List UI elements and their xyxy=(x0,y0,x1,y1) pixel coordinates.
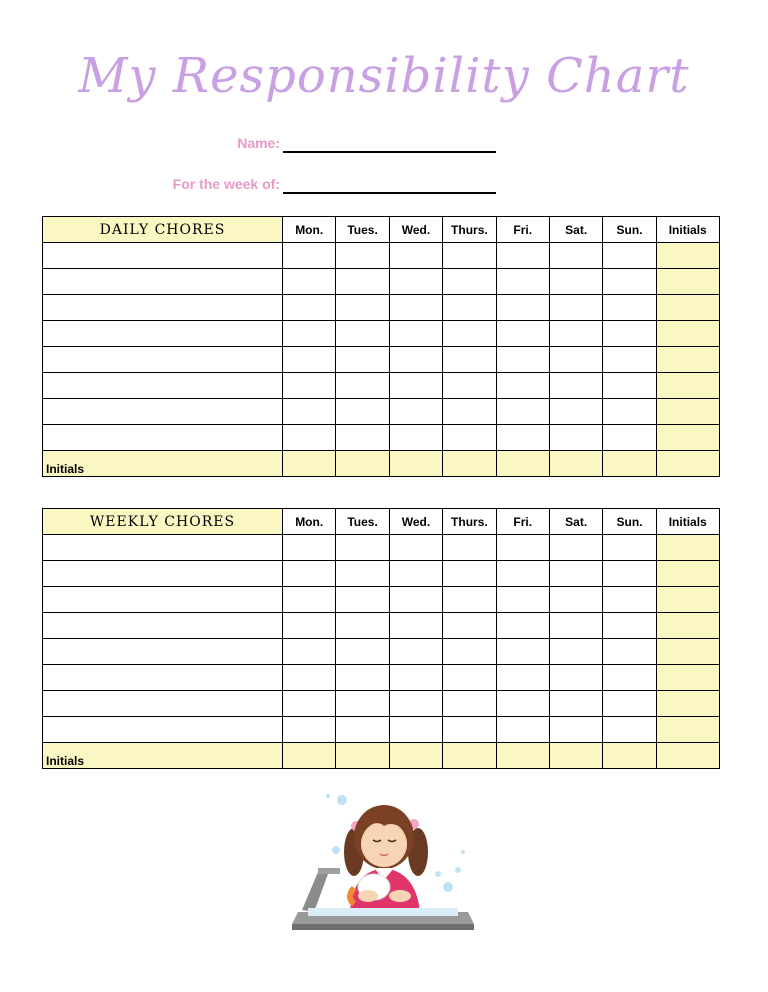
day-checkbox-cell[interactable] xyxy=(283,535,336,561)
day-checkbox-cell[interactable] xyxy=(549,269,602,295)
weekly-chores-heading: WEEKLY CHORES xyxy=(43,509,283,535)
day-checkbox-cell[interactable] xyxy=(389,425,442,451)
chore-name-cell[interactable] xyxy=(43,399,283,425)
day-checkbox-cell[interactable] xyxy=(283,717,336,743)
day-checkbox-cell[interactable] xyxy=(443,691,496,717)
day-checkbox-cell[interactable] xyxy=(443,295,496,321)
day-checkbox-cell[interactable] xyxy=(603,373,656,399)
day-checkbox-cell[interactable] xyxy=(549,425,602,451)
initials-cell[interactable] xyxy=(656,451,719,477)
day-checkbox-cell[interactable] xyxy=(549,665,602,691)
day-checkbox-cell[interactable] xyxy=(336,399,389,425)
chore-name-cell[interactable] xyxy=(43,425,283,451)
day-checkbox-cell[interactable] xyxy=(389,717,442,743)
day-checkbox-cell[interactable] xyxy=(496,399,549,425)
day-checkbox-cell[interactable] xyxy=(496,561,549,587)
day-checkbox-cell[interactable] xyxy=(603,425,656,451)
chore-name-cell[interactable] xyxy=(43,535,283,561)
day-checkbox-cell[interactable] xyxy=(443,321,496,347)
day-checkbox-cell[interactable] xyxy=(389,561,442,587)
day-header-thurs: Thurs. xyxy=(443,217,496,243)
initials-cell[interactable] xyxy=(336,451,389,477)
initials-cell[interactable] xyxy=(549,451,602,477)
day-header-tues: Tues. xyxy=(336,217,389,243)
daily-chore-row xyxy=(43,243,720,269)
day-checkbox-cell[interactable] xyxy=(603,587,656,613)
day-checkbox-cell[interactable] xyxy=(443,347,496,373)
initials-cell[interactable] xyxy=(656,665,719,691)
weekly-chore-row xyxy=(43,587,720,613)
day-checkbox-cell[interactable] xyxy=(389,639,442,665)
day-checkbox-cell[interactable] xyxy=(496,321,549,347)
day-checkbox-cell[interactable] xyxy=(443,717,496,743)
day-checkbox-cell[interactable] xyxy=(389,535,442,561)
day-header-sun: Sun. xyxy=(603,509,656,535)
initials-cell[interactable] xyxy=(656,639,719,665)
day-header-fri: Fri. xyxy=(496,217,549,243)
initials-cell[interactable] xyxy=(656,691,719,717)
initials-cell[interactable] xyxy=(656,587,719,613)
day-checkbox-cell[interactable] xyxy=(443,665,496,691)
chore-name-cell[interactable] xyxy=(43,243,283,269)
day-checkbox-cell[interactable] xyxy=(549,295,602,321)
day-checkbox-cell[interactable] xyxy=(336,321,389,347)
day-checkbox-cell[interactable] xyxy=(603,243,656,269)
day-header-sat: Sat. xyxy=(549,509,602,535)
weekly-initials-row xyxy=(43,743,720,769)
day-checkbox-cell[interactable] xyxy=(389,613,442,639)
day-checkbox-cell[interactable] xyxy=(283,295,336,321)
daily-chore-row xyxy=(43,321,720,347)
chore-name-cell[interactable] xyxy=(43,717,283,743)
day-header-wed: Wed. xyxy=(389,217,442,243)
day-checkbox-cell[interactable] xyxy=(549,717,602,743)
day-checkbox-cell[interactable] xyxy=(336,535,389,561)
day-header-wed: Wed. xyxy=(389,509,442,535)
initials-cell[interactable] xyxy=(336,743,389,769)
initials-cell[interactable] xyxy=(496,743,549,769)
day-checkbox-cell[interactable] xyxy=(496,587,549,613)
day-checkbox-cell[interactable] xyxy=(496,295,549,321)
day-checkbox-cell[interactable] xyxy=(283,613,336,639)
day-checkbox-cell[interactable] xyxy=(443,373,496,399)
chore-name-cell[interactable] xyxy=(43,691,283,717)
day-header-sun: Sun. xyxy=(603,217,656,243)
daily-header-row xyxy=(43,217,720,243)
day-checkbox-cell[interactable] xyxy=(283,587,336,613)
day-checkbox-cell[interactable] xyxy=(496,665,549,691)
initials-cell[interactable] xyxy=(656,295,719,321)
day-checkbox-cell[interactable] xyxy=(549,613,602,639)
day-checkbox-cell[interactable] xyxy=(336,639,389,665)
day-header-tues: Tues. xyxy=(336,509,389,535)
weekly-chore-row xyxy=(43,561,720,587)
day-checkbox-cell[interactable] xyxy=(496,639,549,665)
day-checkbox-cell[interactable] xyxy=(443,587,496,613)
day-checkbox-cell[interactable] xyxy=(336,269,389,295)
day-checkbox-cell[interactable] xyxy=(443,399,496,425)
day-header-fri: Fri. xyxy=(496,509,549,535)
day-header-sat: Sat. xyxy=(549,217,602,243)
initials-cell[interactable] xyxy=(389,743,442,769)
day-checkbox-cell[interactable] xyxy=(336,717,389,743)
day-checkbox-cell[interactable] xyxy=(336,613,389,639)
day-checkbox-cell[interactable] xyxy=(603,613,656,639)
chore-name-cell[interactable] xyxy=(43,347,283,373)
day-checkbox-cell[interactable] xyxy=(496,269,549,295)
day-checkbox-cell[interactable] xyxy=(443,639,496,665)
day-checkbox-cell[interactable] xyxy=(603,535,656,561)
day-checkbox-cell[interactable] xyxy=(283,425,336,451)
chore-name-cell[interactable] xyxy=(43,269,283,295)
initials-row-label: Initials xyxy=(43,451,283,477)
day-header-thurs: Thurs. xyxy=(443,509,496,535)
daily-initials-row xyxy=(43,451,720,477)
day-checkbox-cell[interactable] xyxy=(389,399,442,425)
day-checkbox-cell[interactable] xyxy=(283,269,336,295)
initials-cell[interactable] xyxy=(603,743,656,769)
day-checkbox-cell[interactable] xyxy=(336,295,389,321)
day-checkbox-cell[interactable] xyxy=(283,373,336,399)
day-checkbox-cell[interactable] xyxy=(389,347,442,373)
day-checkbox-cell[interactable] xyxy=(443,243,496,269)
day-checkbox-cell[interactable] xyxy=(603,295,656,321)
initials-header: Initials xyxy=(656,509,719,535)
day-checkbox-cell[interactable] xyxy=(283,561,336,587)
day-checkbox-cell[interactable] xyxy=(389,269,442,295)
name-label: Name: xyxy=(237,135,280,151)
weekly-chores-table xyxy=(42,508,720,769)
initials-cell[interactable] xyxy=(656,743,719,769)
day-checkbox-cell[interactable] xyxy=(443,561,496,587)
day-checkbox-cell[interactable] xyxy=(336,243,389,269)
day-checkbox-cell[interactable] xyxy=(549,399,602,425)
weekly-chore-row xyxy=(43,717,720,743)
day-checkbox-cell[interactable] xyxy=(496,717,549,743)
initials-cell[interactable] xyxy=(443,451,496,477)
chore-name-cell[interactable] xyxy=(43,373,283,399)
day-checkbox-cell[interactable] xyxy=(603,269,656,295)
day-checkbox-cell[interactable] xyxy=(336,561,389,587)
day-header-mon: Mon. xyxy=(283,509,336,535)
initials-header: Initials xyxy=(656,217,719,243)
day-checkbox-cell[interactable] xyxy=(389,373,442,399)
week-field[interactable] xyxy=(283,192,496,194)
weekly-chore-row xyxy=(43,639,720,665)
week-label: For the week of: xyxy=(172,176,280,192)
day-checkbox-cell[interactable] xyxy=(389,243,442,269)
initials-cell[interactable] xyxy=(283,451,336,477)
weekly-header-row xyxy=(43,509,720,535)
day-checkbox-cell[interactable] xyxy=(389,295,442,321)
day-checkbox-cell[interactable] xyxy=(336,373,389,399)
day-checkbox-cell[interactable] xyxy=(603,561,656,587)
day-checkbox-cell[interactable] xyxy=(336,347,389,373)
day-checkbox-cell[interactable] xyxy=(603,399,656,425)
day-checkbox-cell[interactable] xyxy=(549,347,602,373)
day-checkbox-cell[interactable] xyxy=(496,691,549,717)
daily-chore-row xyxy=(43,347,720,373)
initials-cell[interactable] xyxy=(443,743,496,769)
day-checkbox-cell[interactable] xyxy=(496,613,549,639)
day-checkbox-cell[interactable] xyxy=(549,243,602,269)
daily-chore-row xyxy=(43,373,720,399)
girl-washing-dishes-illustration xyxy=(288,792,478,937)
day-checkbox-cell[interactable] xyxy=(389,665,442,691)
initials-cell[interactable] xyxy=(656,425,719,451)
initials-row-label: Initials xyxy=(43,743,283,769)
day-checkbox-cell[interactable] xyxy=(549,587,602,613)
chore-name-cell[interactable] xyxy=(43,665,283,691)
day-checkbox-cell[interactable] xyxy=(336,425,389,451)
initials-cell[interactable] xyxy=(656,243,719,269)
day-checkbox-cell[interactable] xyxy=(603,665,656,691)
day-checkbox-cell[interactable] xyxy=(549,639,602,665)
day-checkbox-cell[interactable] xyxy=(496,243,549,269)
initials-cell[interactable] xyxy=(283,743,336,769)
initials-cell[interactable] xyxy=(656,321,719,347)
chore-name-cell[interactable] xyxy=(43,613,283,639)
daily-chore-row xyxy=(43,399,720,425)
day-checkbox-cell[interactable] xyxy=(496,425,549,451)
day-checkbox-cell[interactable] xyxy=(549,561,602,587)
initials-cell[interactable] xyxy=(496,451,549,477)
initials-cell[interactable] xyxy=(656,347,719,373)
day-header-mon: Mon. xyxy=(283,217,336,243)
day-checkbox-cell[interactable] xyxy=(443,613,496,639)
day-checkbox-cell[interactable] xyxy=(496,373,549,399)
initials-cell[interactable] xyxy=(656,561,719,587)
day-checkbox-cell[interactable] xyxy=(549,373,602,399)
day-checkbox-cell[interactable] xyxy=(496,347,549,373)
daily-chores-heading: DAILY CHORES xyxy=(43,217,283,243)
day-checkbox-cell[interactable] xyxy=(336,691,389,717)
chore-name-cell[interactable] xyxy=(43,321,283,347)
day-checkbox-cell[interactable] xyxy=(603,321,656,347)
chore-name-cell[interactable] xyxy=(43,561,283,587)
page-title: My Responsibility Chart xyxy=(78,48,690,104)
day-checkbox-cell[interactable] xyxy=(496,535,549,561)
initials-cell[interactable] xyxy=(389,451,442,477)
chore-name-cell[interactable] xyxy=(43,295,283,321)
daily-chore-row xyxy=(43,295,720,321)
initials-cell[interactable] xyxy=(656,613,719,639)
day-checkbox-cell[interactable] xyxy=(389,691,442,717)
initials-cell[interactable] xyxy=(656,717,719,743)
weekly-chore-row xyxy=(43,665,720,691)
day-checkbox-cell[interactable] xyxy=(549,535,602,561)
initials-cell[interactable] xyxy=(656,269,719,295)
initials-cell[interactable] xyxy=(603,451,656,477)
weekly-chore-row xyxy=(43,535,720,561)
initials-cell[interactable] xyxy=(656,535,719,561)
day-checkbox-cell[interactable] xyxy=(283,243,336,269)
initials-cell[interactable] xyxy=(656,399,719,425)
day-checkbox-cell[interactable] xyxy=(443,535,496,561)
day-checkbox-cell[interactable] xyxy=(283,665,336,691)
day-checkbox-cell[interactable] xyxy=(283,639,336,665)
day-checkbox-cell[interactable] xyxy=(443,269,496,295)
day-checkbox-cell[interactable] xyxy=(603,639,656,665)
day-checkbox-cell[interactable] xyxy=(549,321,602,347)
name-field[interactable] xyxy=(283,151,496,153)
day-checkbox-cell[interactable] xyxy=(336,665,389,691)
weekly-chore-row xyxy=(43,613,720,639)
day-checkbox-cell[interactable] xyxy=(283,347,336,373)
day-checkbox-cell[interactable] xyxy=(389,321,442,347)
day-checkbox-cell[interactable] xyxy=(603,347,656,373)
day-checkbox-cell[interactable] xyxy=(443,425,496,451)
day-checkbox-cell[interactable] xyxy=(389,587,442,613)
day-checkbox-cell[interactable] xyxy=(603,691,656,717)
initials-cell[interactable] xyxy=(549,743,602,769)
daily-chores-table xyxy=(42,216,720,477)
chore-name-cell[interactable] xyxy=(43,639,283,665)
day-checkbox-cell[interactable] xyxy=(603,717,656,743)
day-checkbox-cell[interactable] xyxy=(283,321,336,347)
day-checkbox-cell[interactable] xyxy=(283,399,336,425)
daily-chore-row xyxy=(43,269,720,295)
weekly-chore-row xyxy=(43,691,720,717)
day-checkbox-cell[interactable] xyxy=(336,587,389,613)
day-checkbox-cell[interactable] xyxy=(549,691,602,717)
chore-name-cell[interactable] xyxy=(43,587,283,613)
initials-cell[interactable] xyxy=(656,373,719,399)
daily-chore-row xyxy=(43,425,720,451)
day-checkbox-cell[interactable] xyxy=(283,691,336,717)
